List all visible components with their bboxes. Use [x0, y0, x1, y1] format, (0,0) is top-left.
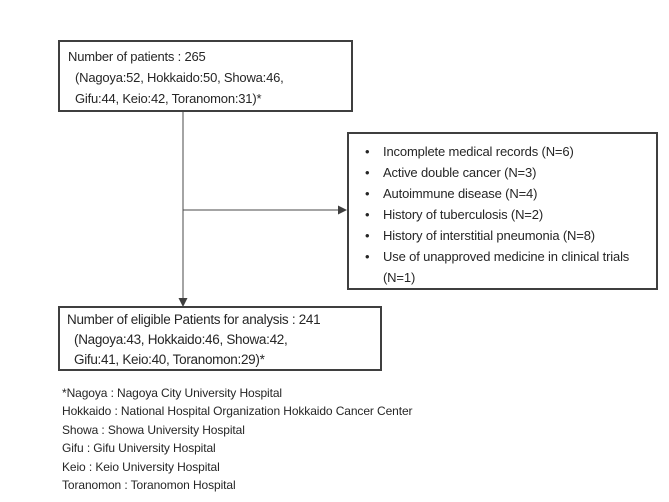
- total-patients-count: Number of patients : 265: [68, 49, 206, 64]
- total-patients-breakdown-line1: (Nagoya:52, Hokkaido:50, Showa:46,: [75, 70, 284, 85]
- footnote-showa: Showa : Showa University Hospital: [62, 422, 245, 437]
- footnote-nagoya: *Nagoya : Nagoya City University Hospital: [62, 386, 282, 400]
- right-arrowhead-icon: [338, 206, 347, 215]
- exclusion-item: • History of tuberculosis (N=2): [349, 204, 652, 225]
- footnote-toranomon: Toranomon : Toranomon Hospital: [62, 478, 236, 493]
- eligible-patients-breakdown-line1: (Nagoya:43, Hokkaido:46, Showa:42,: [74, 332, 288, 347]
- exclusion-item: • Incomplete medical records (N=6): [349, 141, 652, 162]
- exclusion-item: • Autoimmune disease (N=4): [349, 183, 652, 204]
- hospital-footnotes: [62, 384, 412, 494]
- total-patients-breakdown-line2: Gifu:44, Keio:42, Toranomon:31)*: [75, 91, 262, 106]
- exclusion-criteria-box: [347, 132, 658, 290]
- exclusion-list: [349, 141, 652, 288]
- footnote-keio: Keio : Keio University Hospital: [62, 459, 220, 474]
- eligible-patients-breakdown-line2: Gifu:41, Keio:40, Toranomon:29)*: [74, 352, 265, 367]
- exclusion-item: • History of interstitial pneumonia (N=8): [349, 225, 652, 246]
- total-patients-box: [58, 40, 353, 112]
- footnote-hokkaido: Hokkaido : National Hospital Organization Hokkaido Cancer Center: [62, 404, 413, 419]
- footnote-gifu: Gifu : Gifu University Hospital: [62, 441, 216, 456]
- eligible-patients-count: Number of eligible Patients for analysis : 241: [67, 312, 321, 327]
- exclusion-item: • Active double cancer (N=3): [349, 162, 652, 183]
- exclusion-item: • Use of unapproved medicine in clinical trials (N=1): [349, 246, 652, 288]
- eligible-patients-box: [58, 306, 382, 371]
